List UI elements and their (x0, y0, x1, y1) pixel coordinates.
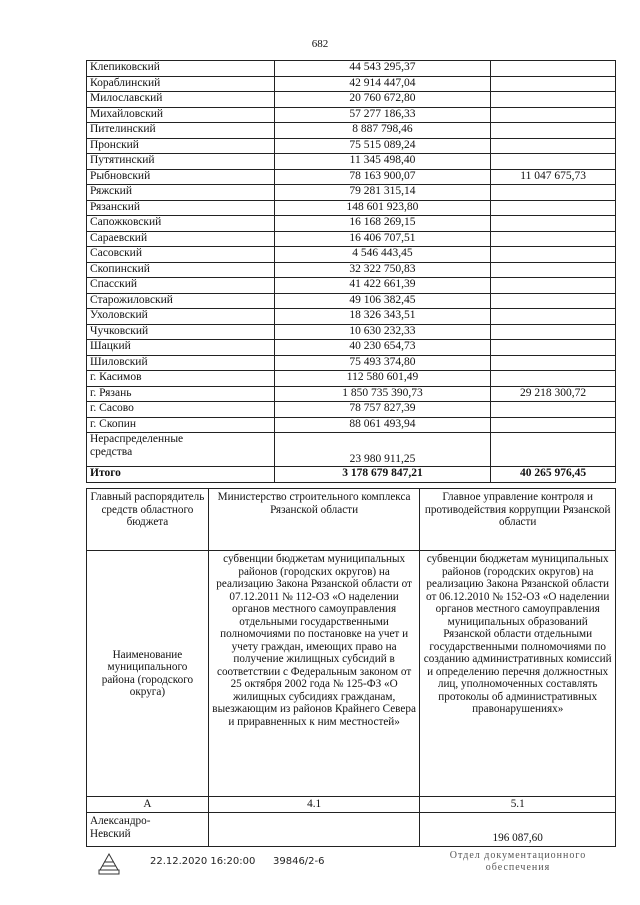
district-amount: 148 601 923,80 (274, 200, 490, 216)
district-extra-amount (491, 371, 616, 387)
district-amount: 8 887 798,46 (274, 123, 490, 139)
table-row (87, 309, 616, 325)
district-amount: 1 850 735 390,73 (274, 386, 490, 402)
table-row (87, 355, 616, 371)
unallocated-label-line1: Нераспределенные (90, 433, 184, 445)
table-row (87, 107, 616, 123)
table-row (87, 216, 616, 232)
amount-housing-subsidy (208, 813, 420, 847)
district-amount: 18 326 343,51 (274, 309, 490, 325)
table-row (87, 231, 616, 247)
allocation-table (86, 60, 616, 483)
header-budget-holder: Главный распорядитель средств областного бюджета (87, 489, 209, 551)
footer-stamp (448, 850, 588, 874)
district-amount: 16 168 269,15 (274, 216, 490, 232)
district-extra-amount (491, 293, 616, 309)
district-name: Шиловский (87, 355, 275, 371)
total-row (87, 467, 616, 483)
district-amount: 10 630 232,33 (274, 324, 490, 340)
district-extra-amount (491, 324, 616, 340)
district-name-line2: Невский (90, 827, 131, 840)
page-number: 682 (311, 38, 329, 50)
district-amount: 112 580 601,49 (274, 371, 490, 387)
district-name: Ухоловский (87, 309, 275, 325)
total-amount: 3 178 679 847,21 (274, 467, 490, 483)
district-amount: 16 406 707,51 (274, 231, 490, 247)
district-name: Скопинский (87, 262, 275, 278)
header-ministry-construction: Министерство строительного комплекса Рязанской области (208, 489, 420, 551)
table-row (87, 61, 616, 77)
district-amount: 75 515 089,24 (274, 138, 490, 154)
unallocated-label-line2: средства (90, 446, 133, 458)
district-amount: 44 543 295,37 (274, 61, 490, 77)
table-row (87, 340, 616, 356)
table-row (87, 200, 616, 216)
district-name: Сапожковский (87, 216, 275, 232)
table-row (87, 324, 616, 340)
table-row (87, 169, 616, 185)
district-name: Пронский (87, 138, 275, 154)
district-amount: 78 757 827,39 (274, 402, 490, 418)
district-amount: 42 914 447,04 (274, 76, 490, 92)
district-name-line1: Александро- (90, 815, 151, 827)
footer-datetime: 22.12.2020 16:20:00 (150, 856, 256, 867)
district-name: Спасский (87, 278, 275, 294)
district-extra-amount (491, 185, 616, 201)
district-name: г. Скопин (87, 417, 275, 433)
district-extra-amount (491, 138, 616, 154)
district-extra-amount (491, 247, 616, 263)
district-name: Сараевский (87, 231, 275, 247)
table-row (87, 247, 616, 263)
table-row (87, 92, 616, 108)
district-extra-amount (491, 262, 616, 278)
description-district-name-label: Наименование муниципального района (городского округа) (87, 551, 209, 797)
district-name: Сасовский (87, 247, 275, 263)
district-extra-amount (491, 402, 616, 418)
district-amount: 49 106 382,45 (274, 293, 490, 309)
district-name: Путятинский (87, 154, 275, 170)
table-row (87, 293, 616, 309)
unallocated-row (87, 433, 616, 467)
district-amount: 41 422 661,39 (274, 278, 490, 294)
document-system-logo-icon (96, 850, 122, 876)
district-name: Клепиковский (87, 61, 275, 77)
column-number-row (87, 797, 616, 813)
table-row (87, 76, 616, 92)
subvention-table (86, 488, 616, 847)
table-row (87, 262, 616, 278)
column-number-4-1: 4.1 (208, 797, 420, 813)
district-name: Милославский (87, 92, 275, 108)
district-extra-amount (491, 309, 616, 325)
district-amount: 78 163 900,07 (274, 169, 490, 185)
district-name: Ряжский (87, 185, 275, 201)
district-amount: 4 546 443,45 (274, 247, 490, 263)
column-number-5-1: 5.1 (420, 797, 616, 813)
stamp-line-1: Отдел документационного (449, 850, 587, 861)
unallocated-amount: 23 980 911,25 (274, 433, 490, 467)
table-row (87, 417, 616, 433)
table-row (87, 813, 616, 847)
district-extra-amount (491, 92, 616, 108)
district-name (87, 813, 209, 847)
footer-doc-number: 39846/2-6 (273, 856, 325, 867)
district-amount: 11 345 498,40 (274, 154, 490, 170)
district-amount: 79 281 315,14 (274, 185, 490, 201)
district-extra-amount (491, 154, 616, 170)
district-amount: 88 061 493,94 (274, 417, 490, 433)
district-amount: 75 493 374,80 (274, 355, 490, 371)
table-row (87, 123, 616, 139)
district-name: г. Сасово (87, 402, 275, 418)
district-amount: 20 760 672,80 (274, 92, 490, 108)
table-row (87, 386, 616, 402)
district-name: Пителинский (87, 123, 275, 139)
district-extra-amount (491, 231, 616, 247)
district-extra-amount: 11 047 675,73 (491, 169, 616, 185)
district-name: Рязанский (87, 200, 275, 216)
district-extra-amount (491, 76, 616, 92)
district-extra-amount (491, 61, 616, 77)
unallocated-label (87, 433, 275, 467)
district-extra-amount (491, 340, 616, 356)
subvention-description-row (87, 551, 616, 797)
table-row (87, 185, 616, 201)
total-extra-amount: 40 265 976,45 (491, 467, 616, 483)
table-row (87, 138, 616, 154)
district-extra-amount: 29 218 300,72 (491, 386, 616, 402)
table-row (87, 278, 616, 294)
district-name: Михайловский (87, 107, 275, 123)
district-extra-amount (491, 107, 616, 123)
header-anticorruption-department: Главное управление контроля и противодействия коррупции Рязанской области (420, 489, 616, 551)
table-row (87, 154, 616, 170)
district-name: г. Рязань (87, 386, 275, 402)
district-name: Кораблинский (87, 76, 275, 92)
district-amount: 32 322 750,83 (274, 262, 490, 278)
district-name: Чучковский (87, 324, 275, 340)
table-row (87, 371, 616, 387)
district-extra-amount (491, 417, 616, 433)
district-extra-amount (491, 123, 616, 139)
subvention-header-row (87, 489, 616, 551)
district-name: Шацкий (87, 340, 275, 356)
description-housing-subsidy: субвенции бюджетам муниципальных районов (городских округов) на реализацию Закона Рязанской области от 07.12.2011 № 112-ОЗ «О наделении органов местного самоуправления отдельными государственными полномочиями по постановке на учет и учету граждан, имеющих право на получение жилищных субсидий в соответствии с Федеральным законом от 25 октября 2002 года № 125-ФЗ «О жилищных субсидиях гражданам, выезжающим из районов Крайнего Севера и приравненных к ним местностей» (208, 551, 420, 797)
district-extra-amount (491, 216, 616, 232)
district-amount: 40 230 654,73 (274, 340, 490, 356)
stamp-line-2: обеспечения (485, 862, 551, 873)
district-extra-amount (491, 355, 616, 371)
amount-administrative-commissions: 196 087,60 (420, 813, 616, 847)
district-name: Старожиловский (87, 293, 275, 309)
district-extra-amount (491, 278, 616, 294)
table-row (87, 402, 616, 418)
district-name: г. Касимов (87, 371, 275, 387)
district-extra-amount (491, 200, 616, 216)
district-amount: 57 277 186,33 (274, 107, 490, 123)
description-administrative-commissions: субвенции бюджетам муниципальных районов (городских округов) на реализацию Закона Рязанской области от 06.12.2010 № 152-ОЗ «О наделении органов местного самоуправления муниципальных образований Рязанской области отдельными государственными полномочиями по созданию административных комиссий и определению перечня должностных лиц, уполномоченных составлять протоколы об административных правонарушениях» (420, 551, 616, 797)
district-name: Рыбновский (87, 169, 275, 185)
total-label: Итого (87, 467, 275, 483)
unallocated-extra (491, 433, 616, 467)
column-number-a: А (87, 797, 209, 813)
